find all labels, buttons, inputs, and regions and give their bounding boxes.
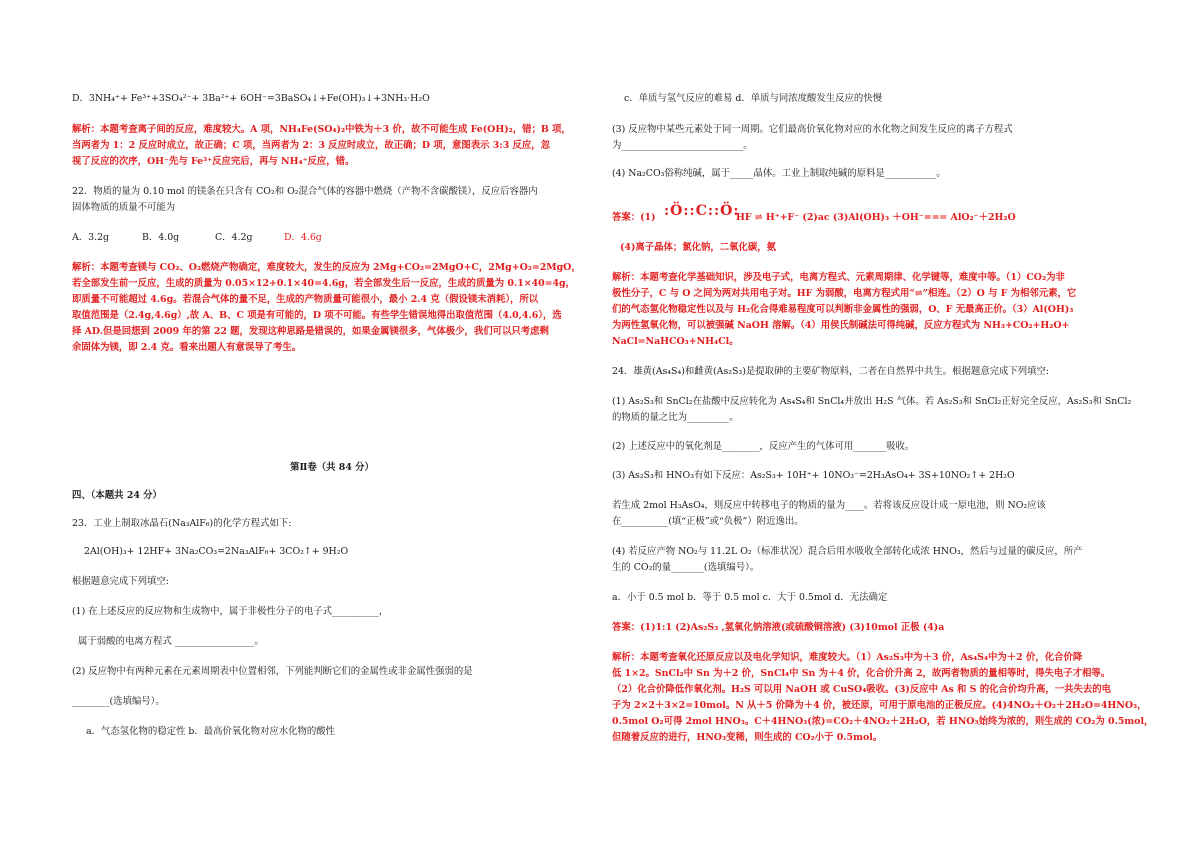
q24-part-3-line-3: 在__________(填“正极”或“负极”）附近逸出。 [612, 516, 804, 527]
q23-equation: 2Al(OH)₃+ 12HF+ 3Na₂CO₃=2Na₃AlF₆+ 3CO₂↑+ 9H₂O [84, 546, 349, 557]
section-four-heading: 四、（本题共 24 分） [72, 490, 162, 501]
co2-electron-structure [664, 205, 740, 219]
q24-part-1-line-2: 的物质的量之比为_________。 [612, 412, 739, 423]
q24-analysis-line-1: 解析：本题考查氧化还原反应以及电化学知识，难度较大。（1）As₂S₃中为＋3 价，As₄S₄中为＋2 价，化合价降 [612, 652, 1083, 663]
q22-analysis-line-5: 择 AD.但是回想到 2009 年的第 22 题，发现这种思路是错误的，如果金属镁很多，气体极少，我们可以只考虑剩 [72, 326, 549, 337]
q23-part-3-line-2: 为__________________________。 [612, 140, 753, 151]
q21-analysis-line-1: 解析：本题考查离子间的反应，难度较大。A 项，NH₄Fe(SO₄)₂中铁为＋3 价，故不可能生成 Fe(OH)₂，错；B 项， [72, 124, 571, 135]
q22-option-a: A．3.2g [72, 232, 110, 243]
q24-analysis-line-6: 但随着反应的进行，HNO₃变稀，则生成的 CO₂小于 0.5mol。 [612, 732, 883, 743]
q23-analysis-line-5: NaCl=NaHCO₃+NH₄Cl。 [612, 336, 739, 347]
q23-part-4: (4) Na₂CO₃俗称纯碱，属于_____晶体。工业上制取纯碱的原料是___________。 [612, 168, 946, 179]
q24-analysis-line-2: 低 1×2。SnCl₂中 Sn 为＋2 价，SnCl₄中 Sn 为＋4 价，化合价升高 2，故两者物质的量相等时，得失电子才相等。 [612, 668, 1111, 679]
q23-fill-instruction: 根据题意完成下列填空: [72, 576, 169, 587]
q23-part-1-line-1: (1) 在上述反应的反应物和生成物中，属于非极性分子的电子式__________， [72, 606, 389, 617]
q24-part-3-line-1: (3) As₂S₃和 HNO₃有如下反应：As₂S₃+ 10H⁺+ 10NO₃⁻=2H₃AsO₄+ 3S+10NO₂↑+ 2H₂O [612, 470, 1015, 481]
q23-analysis-line-3: 们的气态氢化物稳定性以及与 H₂化合得难易程度可以判断非金属性的强弱，O、F 无最高正价。（3）Al(OH)₃ [612, 304, 1074, 315]
q24-part-1-line-1: (1) As₂S₃和 SnCl₂在盐酸中反应转化为 As₄S₄和 SnCl₄并放出 H₂S 气体。若 As₂S₃和 SnCl₂正好完全反应，As₂S₃和 SnCl₂ [612, 396, 1132, 407]
q22-analysis-line-3: 即质量不可能超过 4.6g。若混合气体的量不足，生成的产物质量可能很小，最小 2.4 克（假设镁未消耗），所以 [72, 294, 539, 305]
q21-option-d: D．3NH₄⁺+ Fe³⁺+3SO₄²⁻+ 3Ba²⁺+ 6OH⁻=3BaSO₄↓+Fe(OH)₃↓+3NH₃·H₂O [72, 93, 430, 104]
q21-analysis-line-3: 视了反应的次序，OH⁻先与 Fe³⁺反应完后，再与 NH₄⁺反应，错。 [72, 156, 355, 167]
q22-option-d: D．4.6g [284, 232, 322, 243]
q24-analysis-line-5: 0.5mol O₂可得 2mol HNO₃。C＋4HNO₃(浓)=CO₂＋4NO₂＋2H₂O，若 HNO₃始终为浓的，则生成的 CO₂为 0.5mol， [612, 716, 1154, 727]
q24-part-2: (2) 上述反应中的氧化剂是________，反应产生的气体可用_______吸收。 [612, 441, 915, 452]
q22-analysis-line-6: 余固体为镁，即 2.4 克。看来出题人有意误导了考生。 [72, 342, 302, 353]
q23-answer-rest: HF ⇌ H⁺+F⁻ (2)ac (3)Al(OH)₃ ＋OH⁻=== AlO₂⁻＋2H₂O [736, 212, 1016, 223]
q24-part-4-line-1: (4) 若反应产物 NO₂与 11.2L O₂（标准状况）混合后用水吸收全部转化成浓 HNO₃，然后与过量的碳反应，所产 [612, 546, 1083, 557]
q22-stem-line-2: 固体物质的质量不可能为 [72, 202, 176, 213]
q24-analysis-line-3: （2）化合价降低作氧化剂。H₂S 可以用 NaOH 或 CuSO₄吸收。(3)反应中 As 和 S 的化合价均升高，一共失去的电 [612, 684, 1111, 695]
q23-intro: 23．工业上制取冰晶石(Na₃AlF₆)的化学方程式如下: [72, 518, 292, 529]
section-title: 第Ⅱ卷（共 84 分） [290, 462, 374, 473]
q22-stem-line-1: 22．物质的量为 0.10 mol 的镁条在只含有 CO₂和 O₂混合气体的容器中燃烧（产物不含碳酸镁），反应后容器内 [72, 186, 538, 197]
q22-analysis-line-2: 若全部发生前一反应，生成的质量为 0.05×12+0.1×40=4.6g，若全部发生后一反应，生成的质量为 0.1×40=4g， [72, 278, 575, 289]
q22-analysis-line-1: 解析：本题考查镁与 CO₂、O₂燃烧产物确定，难度较大，发生的反应为 2Mg+CO₂=2MgO+C，2Mg+O₂=2MgO， [72, 262, 581, 273]
co2-electron-dots: :Ö::C::Ö: [664, 203, 740, 219]
q24-part-4-options: a．小于 0.5 mol b．等于 0.5 mol c．大于 0.5mol d．无法确定 [612, 592, 888, 603]
q22-analysis-line-4: 取值范围是（2.4g,4.6g）,故 A、B、C 项是有可能的，D 项不可能。有些学生错误地得出取值范围（4.0,4.6），选 [72, 310, 562, 321]
q24-answer: 答案：(1)1:1 (2)As₂S₃ ,氢氧化钠溶液(或硫酸铜溶液) (3)10mol 正极 (4)a [612, 622, 945, 633]
q22-option-b: B．4.0g [142, 232, 180, 243]
q24-part-3-line-2: 若生成 2mol H₃AsO₄，则反应中转移电子的物质的量为____。若将该反应设计成一原电池，则 NO₂应该 [612, 500, 1046, 511]
q23-part-1-line-2: 属于弱酸的电离方程式 _________________。 [78, 636, 264, 647]
q24-intro: 24．雄黄(As₄S₄)和雌黄(As₂S₃)是提取砷的主要矿物原料，二者在自然界中共生。根据题意完成下列填空: [612, 366, 1050, 377]
q23-analysis-line-2: 极性分子，C 与 O 之间为两对共用电子对。HF 为弱酸，电离方程式用“⇌”相连。（2）O 与 F 为相邻元素，它 [612, 288, 1077, 299]
q22-option-c: C．4.2g [215, 232, 253, 243]
q23-part-2-line-2: ________(选填编号）。 [72, 696, 165, 707]
q23-answer-label: 答案：(1) [612, 212, 656, 223]
q24-analysis-line-4: 子为 2×2＋3×2=10mol。N 从＋5 价降为＋4 价，被还原，可用于原电池的正极反应。(4)4NO₂＋O₂＋2H₂O=4HNO₃， [612, 700, 1147, 711]
q23-analysis-line-1: 解析：本题考查化学基础知识，涉及电子式，电离方程式、元素周期律、化学键等，难度中等。（1）CO₂为非 [612, 272, 1065, 283]
q24-part-4-line-2: 生的 CO₂的量_______(选填编号）。 [612, 562, 760, 573]
q23-analysis-line-4: 为两性氢氧化物，可以被强碱 NaOH 溶解。（4）用侯氏制碱法可得纯碱，反应方程式为 NH₃+CO₂+H₂O+ [612, 320, 1070, 331]
q23-part-2-options-cd: c．单质与氢气反应的难易 d．单质与同浓度酸发生反应的快慢 [624, 93, 882, 104]
q23-part-2-line-1: (2) 反应物中有两种元素在元素周期表中位置相邻，下列能判断它们的金属性或非金属性强弱的是 [72, 666, 473, 677]
q21-analysis-line-2: 当两者为 1：2 反应时成立，故正确；C 项，当两者为 2：3 反应时成立，故正确；D 项，意图表示 3:3 反应，忽 [72, 140, 551, 151]
q23-part-3-line-1: (3) 反应物中某些元素处于同一周期。它们最高价氧化物对应的水化物之间发生反应的离子方程式 [612, 124, 1013, 135]
q23-part-2-options-ab: a．气态氢化物的稳定性 b．最高价氧化物对应水化物的酸性 [86, 726, 335, 737]
q23-answer-part-4: (4)离子晶体；氯化钠，二氧化碳，氨 [620, 242, 777, 253]
